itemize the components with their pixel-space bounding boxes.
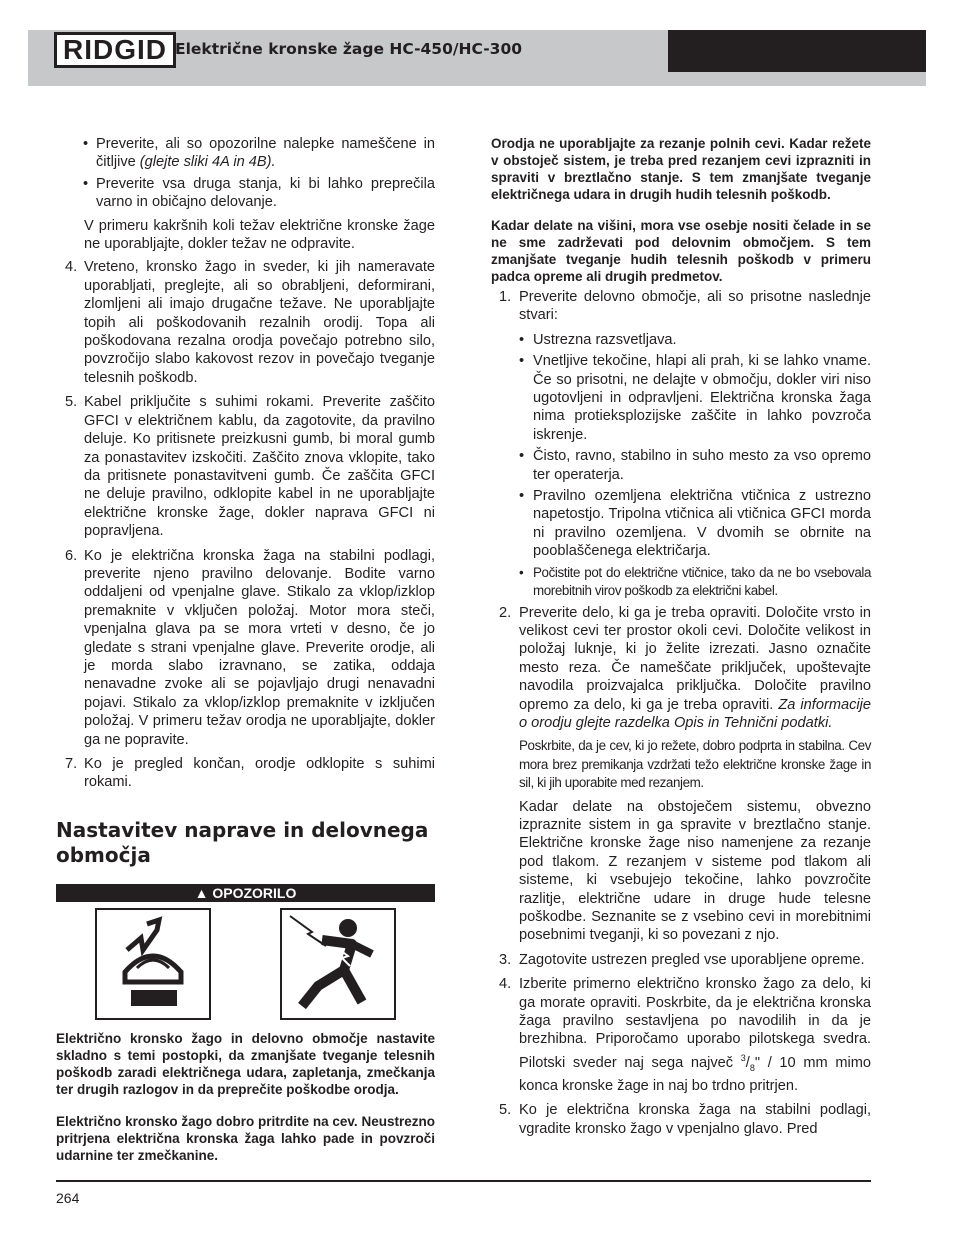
- warning-triangle-icon: ▲: [194, 884, 209, 901]
- section-title: Nastavitev naprave in delovnega območja: [56, 817, 429, 867]
- list-item: 5. Kabel priključite s suhimi rokami. Preverite zaščito GFCI v električnem kablu, da zagotovite, da pravilno deluje. Ko pritisnete preizkusni gumb, bi moral gumb za ponastavitev izskočiti. Zaščito znova vklopite, tako da pritisnete ponastavitveni gumb. Če zaščita GFCI ne deluje pravilno, odklopite kabel in ne uporabljajte električne kronske žage, dokler naprava GFCI ni popravljena.: [65, 394, 435, 540]
- list-item: 7. Ko je pregled končan, orodje odklopite s suhimi rokami.: [65, 756, 435, 791]
- list-item: • Preverite vsa druga stanja, ki bi lahko preprečila varno in običajno delovanje.: [56, 175, 435, 212]
- list-item: • Pravilno ozemljena električna vtičnica z ustrezno napetostjo. Tripolna vtičnica ali vtičnica GFCI morda ni pravilno ozemljena. V dvomih se obrnite na pooblaščenega električarja.: [491, 487, 871, 561]
- warning-text: Električno kronsko žago dobro pritrdite na cev. Neustrezno pritrjena električna kronska žaga lahko pade in povzroči udarnine ter zmečkanine.: [56, 1113, 435, 1163]
- list-item: 5. Ko je električna kronska žaga na stabilni podlagi, vgradite kronsko žago v vpenjalno glavo. Pred: [499, 1102, 871, 1137]
- list-item: • Vnetljive tekočine, hlapi ali prah, ki se lahko vname. Če so prisotni, ne delajte v območju, dokler viri niso ugotovljeni in odpravljeni. Električna kronska žaga nima protieksplozijske zaščite in lahko povzroča iskrenje.: [491, 352, 871, 444]
- header-title: Električne kronske žage HC-450/HC-300: [175, 40, 523, 58]
- list-item: 4. Izberite primerno električno kronsko žago za delo, ki ga morate opraviti. Poskrbite, da je električna kronska žaga pravilno sestavljena po navodilih in da je brezhibna. Priporočamo uporabo pilotskega svedra. Pilotski sveder naj sega največ $^3/_8$" / 10 mm mimo konca kronske žage in naj bo trdno pritrjen.: [499, 976, 871, 1095]
- list-item: • Preverite, ali so opozorilne nalepke nameščene in čitljive (glejte sliki 4A in 4B).: [56, 135, 435, 172]
- electric-shock-hazard-icon: [280, 908, 396, 1020]
- warning-text: Električno kronsko žago in delovno območje nastavite skladno s temi postopki, da zmanjšate tveganje telesnih poškodb zaradi električnega udara, zapletanja, zmečkanja ter drugih razlogov in da preprečite poškodbe orodja.: [56, 1030, 435, 1097]
- warning-bar: ▲ OPOZORILO: [56, 884, 435, 902]
- warning-text: Kadar delate na višini, mora vse osebje nositi čelade in se ne sme zadrževati pod delovnim območjem. S tem zmanjšate tveganje hudih telesnih poškodb v primeru padca opreme ali drugih predmetov.: [491, 218, 871, 284]
- warning-icons: [56, 902, 435, 1020]
- page-number: 264: [56, 1190, 80, 1206]
- list-item: 1. Preverite delovno območje, ali so prisotne naslednje stvari:: [499, 289, 871, 324]
- paragraph: Kadar delate na obstoječem sistemu, obvezno izpraznite sistem in ga spravite v breztlačno stanje. Električne kronske žage niso namenjene za rezanje pod tlakom. Z rezanjem v sisteme pod tlakom ali sisteme, ki vsebujejo tekočine, lahko povzročite razlitje, električne udare in druge hude telesne poškodbe. Seznanite se z vsebino cevi in morebitnimi posebnimi tveganji, ki so povezani z njo.: [519, 798, 871, 944]
- right-column: [491, 135, 871, 1138]
- header-band-lower: [28, 72, 926, 86]
- warning-text: Orodja ne uporabljajte za rezanje polnih cevi. Kadar režete v obstoječ sistem, je treba pred rezanjem cevi izprazniti in spraviti v breztlačno stanje. S tem zmanjšate tveganje električnega udara in drugih hudih telesnih poškodb.: [491, 136, 871, 202]
- list-item: 2. Preverite delo, ki ga je treba opraviti. Določite vrsto in velikost cevi ter prostor okoli cevi. Določite velikost in položaj luknje, ki jo želite izrezati. Jasno označite mesto reza. Če nameščate priključek, upoštevajte navodila proizvajalca priključka. Določite pravilno opremo za delo, ki ga je treba opraviti. Za informacije o orodju glejte razdelka Opis in Tehnični podatki.: [499, 604, 871, 731]
- list-item: • Počistite pot do električne vtičnice, tako da ne bo vsebovala morebitnih virov poškodb za električni kabel.: [491, 564, 871, 601]
- header-black-block: [668, 30, 926, 72]
- list-item: 6. Ko je električna kronska žaga na stabilni podlagi, preverite njeno pravilno delovanje. Bodite varno oddaljeni od vpenjalne glave. Stikalo za vklop/izklop premaknite v vključen položaj. Motor mora steči, vpenjalna glava pa se mora vrteti v desno, če jo gledate s strani vpenjalne glave. Preverite orodje, ali je morda slabo izravnano, se zatika, oddaja nenavadne zvoke ali se pojavljajo drugi nenavadni pojavi. Stikalo za vklop/izklop premaknite v izključen položaj. V primeru težav orodja ne uporabljajte, dokler ga ne popravite.: [65, 547, 435, 748]
- paragraph: Poskrbite, da je cev, ki jo režete, dobro podprta in stabilna. Cev mora brez premikanja vzdržati težo električne kronske žage in sil, ki jih uporabite med rezanjem.: [519, 738, 871, 791]
- list-item: • Ustrezna razsvetljava.: [491, 331, 871, 349]
- ridgid-logo: RIDGID: [54, 32, 176, 68]
- list-item: • Čisto, ravno, stabilno in suho mesto za vso opremo ter operaterja.: [491, 447, 871, 484]
- entanglement-hazard-icon: [95, 908, 211, 1020]
- list-item: 4. Vreteno, kronsko žago in sveder, ki jih nameravate uporabljati, preglejte, ali so obrabljeni, deformirani, zlomljeni ali imajo drugačne težave. Ne uporabljajte topih ali poškodovanih rezalnih orodij. Topa ali poškodovana rezalna orodja povečajo potrebno silo, povzročijo slabo kakovost rezov in povečajo tveganje telesnih poškodb.: [65, 259, 435, 386]
- paragraph: V primeru kakršnih koli težav električne kronske žage ne uporabljajte, dokler težav ne odpravite.: [84, 217, 435, 253]
- list-item: 3. Zagotovite ustrezen pregled vse uporabljene opreme.: [499, 951, 865, 968]
- footer-rule: [56, 1180, 871, 1182]
- left-column: [56, 135, 435, 1164]
